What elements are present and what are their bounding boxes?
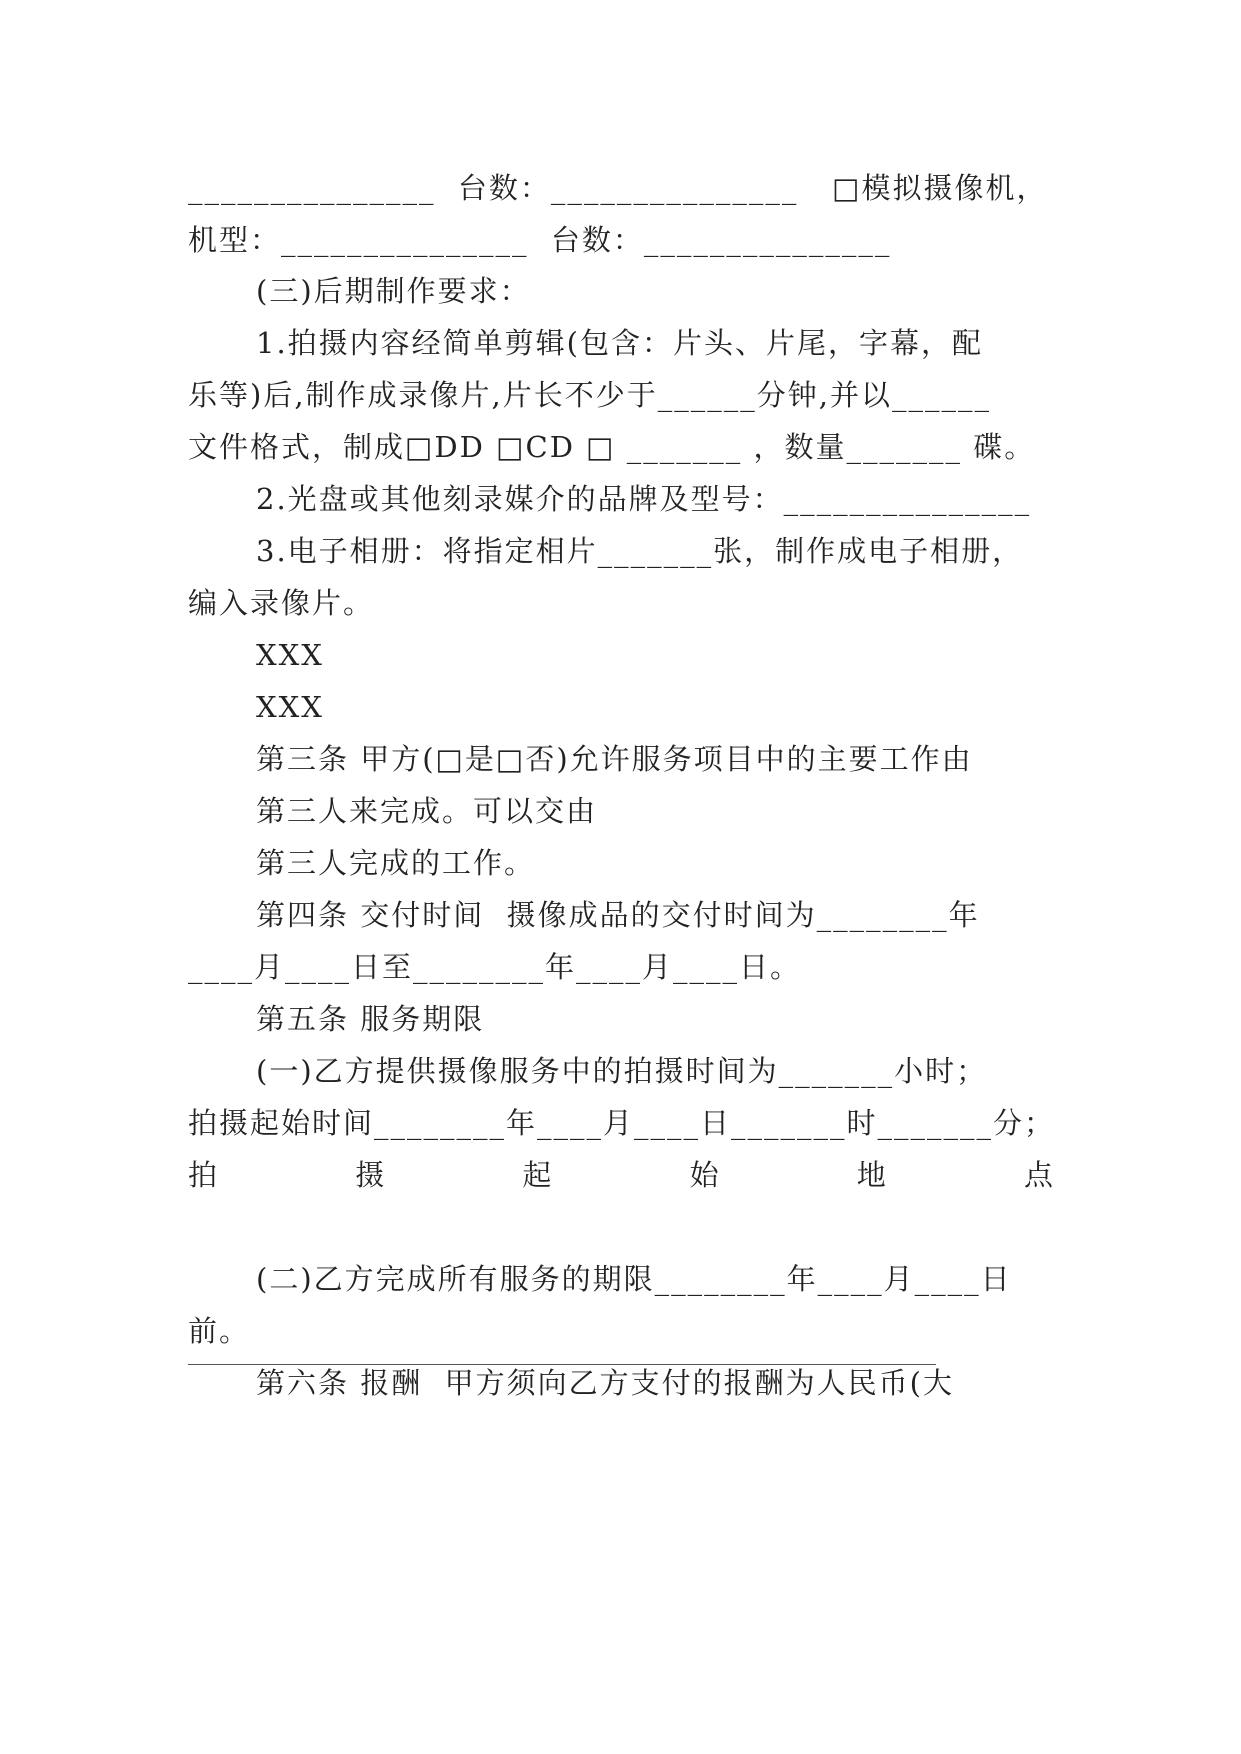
paragraph-line: 2.光盘或其他刻录媒介的品牌及型号：_______________: [256, 482, 1032, 516]
article-three-line: 第三人来完成。可以交由: [256, 794, 598, 828]
paragraph-line: 1.拍摄内容经简单剪辑(包含：片头、片尾，字幕，配: [256, 326, 983, 360]
article-four-line: 第四条 交付时间 摄像成品的交付时间为________年: [256, 898, 980, 932]
justified-char: 点: [1023, 1158, 1053, 1192]
article-three-line: 第三条 甲方(□是□否)允许服务项目中的主要工作由: [256, 742, 973, 776]
placeholder-line: XXX: [256, 690, 324, 724]
paragraph-line: 3.电子相册：将指定相片_______张，制作成电子相册，: [256, 534, 1024, 568]
justified-char: 起: [522, 1158, 552, 1192]
justified-char: 摄: [355, 1158, 385, 1192]
article-five-line: (一)乙方提供摄像服务中的拍摄时间为_______小时；: [256, 1054, 988, 1088]
placeholder-line: XXX: [256, 638, 324, 672]
justified-char: 始: [689, 1158, 719, 1192]
article-five-line: (二)乙方完成所有服务的期限________年____月____日: [256, 1262, 1012, 1296]
article-five-heading: 第五条 服务期限: [256, 1002, 485, 1036]
article-four-line: ____月____日至________年____月____日。: [188, 950, 802, 984]
article-five-line: 前。: [188, 1314, 251, 1348]
article-six-line: 第六条 报酬 甲方须向乙方支付的报酬为人民币(大: [256, 1366, 954, 1400]
shooting-location-line: [188, 1155, 1053, 1195]
article-five-line: 拍摄起始时间________年____月____日_______时_______分；: [188, 1106, 1056, 1140]
justified-char: 拍: [188, 1158, 218, 1192]
justified-char: 地: [856, 1158, 886, 1192]
paragraph-line: 文件格式，制成□DD □CD □ _______ ，数量_______ 碟。: [188, 430, 1036, 464]
section-heading-post-production: (三)后期制作要求：: [256, 274, 531, 308]
camera-count-line: _______________ 台数：_______________ □模拟摄像机，: [188, 171, 1048, 205]
paragraph-line: 乐等)后,制作成录像片,片长不少于______分钟,并以______: [188, 378, 991, 412]
camera-model-line: 机型：_______________ 台数：_______________: [188, 223, 892, 257]
paragraph-line: 编入录像片。: [188, 586, 375, 620]
article-three-line: 第三人完成的工作。: [256, 846, 536, 880]
